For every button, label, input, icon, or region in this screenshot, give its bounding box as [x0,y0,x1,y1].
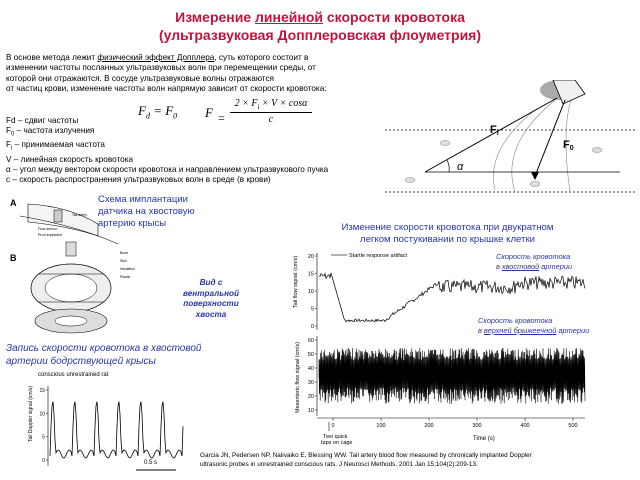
fi-label: Fi [490,124,499,137]
formula-equals: = [218,111,225,125]
recording-caption-line: артерии бодрствующей крысы [6,355,156,367]
y-tick-label: 40 [307,366,314,372]
legend-line [6,140,328,154]
legend-line: с – скорость распространения ультразвуковых волн в среде (в крови) [6,175,271,185]
blood-cell [405,178,415,183]
flow-change-charts [265,248,640,458]
scheme-small-label: Tail artery [72,213,88,217]
intro-line: изменении частоты посланных ультразвуковых волн при перемещении среды, от [6,63,316,73]
title-underlined: линейной [255,9,323,25]
tail-y-ticks [308,254,317,330]
blood-cell [440,141,450,146]
page-title [0,8,640,26]
annotation-text: артерии [539,261,573,271]
blood-cell [530,182,540,187]
y-tick-label: 10 [39,411,45,418]
formula-num-text: × V × cosα [259,98,308,109]
time-axis-ticks [331,418,577,429]
y-tick-label: 15 [307,271,314,278]
intro-line: от частиц крови, изменение частоты волн напрямую зависит от скорости кровотока: [6,84,327,94]
ultrasound-probe [553,80,585,104]
scheme-small-label: Pivot implanted [38,233,62,237]
formula-fd: F [138,103,146,118]
formula-sub: d [145,111,150,121]
sensor-block [54,210,62,222]
y-tick-label: 0 [42,458,45,464]
citation-line: Garcia JN, Pedersen NP, Nalivaiko E, Blessing WW. Tail artery blood flow measured by chronically implanted Doppler [200,452,532,459]
side-caption-line: хвоста [195,309,227,319]
annotation-underlined: верхней брыжеечной [483,325,557,335]
taps-label: taps on cage [321,440,353,446]
scheme-small-label: Bone [120,251,129,255]
page-subtitle: (ультразвуковая Допплеровская флоуметрия) [158,27,482,43]
y-tick-label: 20 [307,394,314,400]
f0-label: F0 [563,139,574,152]
doppler-effect-term: физический эффект Допплера [97,53,215,62]
scheme-small-label: Insulation [120,267,135,271]
annotation-line: Скорость кровотока [496,252,571,261]
y-tick-label: 50 [307,352,314,358]
recording-caption [6,343,201,368]
recording-y-ticks [39,388,48,464]
annotation-line [496,262,572,272]
formula-sub: i [257,103,260,111]
panel-a-label: A [10,198,17,208]
formula-eq: = F [149,103,174,118]
tail-flow-trace [319,273,585,322]
change-caption [250,222,640,246]
blood-cell [592,148,602,153]
scheme-caption-line: датчика на хвостовую [98,206,195,217]
formula-num-text: 2 × F [234,98,258,109]
annotation-line: Скорость кровотока [478,316,553,325]
citation [200,452,532,469]
y-tick-label: 5 [310,306,314,313]
x-tick-label: 300 [472,423,482,429]
x-tick-label: 100 [376,423,386,429]
scale-bar-label: 0.5 s [144,460,158,466]
scheme-small-label: Skin [120,259,127,263]
artifact-label: Startle response artifact [349,253,408,259]
intro-line: которой они отражаются. В сосуде ультразвуковые волны отражаются [6,73,274,83]
implant-scheme [8,196,188,336]
side-caption-line: вентральной [182,288,240,298]
recording-caption-line: Запись скорости кровотока в хвостовой [6,343,202,354]
bone-section [45,274,97,302]
x-tick-label: 0 [331,423,335,429]
annotation-text: в [478,325,484,335]
tail-flow-annotation [496,252,572,271]
change-caption-line: легком постукивании по крышке клетки [359,234,536,245]
y-tick-label: 10 [307,289,314,295]
recording-waveform [50,402,183,458]
legend-line: Fd – сдвиг частоты [6,116,79,125]
citation-line: ultrasonic probes in unrestrained conscious rats. J Neurosci Methods. 2001 Jan 15;104(2):209-13. [200,460,478,468]
intro-text: В основе метода лежит [6,53,98,62]
ventral-view-caption [166,278,256,320]
legend-text: – частота излучения [14,126,95,136]
intro-line [6,53,327,63]
panel-b-label: B [10,253,17,263]
legend-text: F [6,126,12,136]
recording-subtitle: conscious unrestrained rat [38,372,109,378]
scheme-small-label: Flow sensor [38,227,57,231]
angle-arc [447,160,449,172]
legend-text: – принимаемая частота [12,140,105,150]
intro-text: , суть которого состоит в [214,53,309,62]
tail-outline [28,204,98,236]
formula-f: F [205,105,213,120]
x-tick-label: 400 [520,423,530,429]
connector [66,242,76,256]
annotation-text: артерии [556,325,590,335]
mesenteric-ylabel: Mesenteric flow signal (cm/s) [295,342,301,413]
annotation-underlined: хвостовой [501,261,540,271]
title-part: скорости кровотока [323,9,465,25]
title-part: Измерение [175,9,256,25]
legend-sub: 0 [11,132,15,139]
scheme-caption-line: Схема имплантации [98,194,188,205]
legend-sub: i [11,146,13,153]
formula-legend [6,116,328,186]
wave-arc [512,100,555,192]
mes-y-ticks [308,338,317,414]
y-tick-label: 15 [39,388,45,394]
y-tick-label: 20 [307,254,314,260]
annotation-text: в [496,261,502,271]
side-caption-line: Вид с [199,278,223,287]
change-caption-line: Изменение скорости кровотока при двукратном [341,222,554,233]
x-tick-label: 200 [424,423,434,429]
taps-label: Two quick [323,434,348,440]
formula-denominator: c [268,114,274,125]
side-caption-line: поверхности [183,299,239,308]
y-tick-label: 60 [307,338,314,344]
formula-numerator [230,98,312,113]
x-tick-label: 500 [568,423,578,429]
doppler-diagram [385,80,635,195]
scheme-caption-line: артерию крысы [98,218,167,229]
ventral-view-inner [55,316,87,326]
legend-line [6,126,328,140]
mesenteric-flow-annotation [478,316,589,335]
intro-paragraph [6,53,327,95]
mesenteric-flow-trace [319,348,585,404]
legend-line: α – угол между вектором скорости кровотока и направлением ультразвукового пучка [6,164,329,174]
tail-ylabel: Tail flow signal (cm/s) [293,255,299,308]
time-axis-label: Time (s) [473,436,495,442]
y-tick-label: 10 [307,408,314,414]
legend-text: F [6,140,12,150]
tail-doppler-recording [28,368,188,476]
y-tick-label: 0 [310,324,314,330]
alpha-label: α [457,161,464,173]
scheme-small-label: Plastic [120,275,131,279]
y-tick-label: 5 [42,434,45,441]
formula-sub: 0 [173,111,178,121]
y-tick-label: 30 [307,380,314,386]
legend-line: V – линейная скорость кровотока [6,154,134,164]
recording-ylabel: Tail Doppler signal (cm/s) [28,385,34,442]
reflected-beam [535,100,565,176]
annotation-line [478,326,589,336]
beam-arrowhead [531,172,539,180]
